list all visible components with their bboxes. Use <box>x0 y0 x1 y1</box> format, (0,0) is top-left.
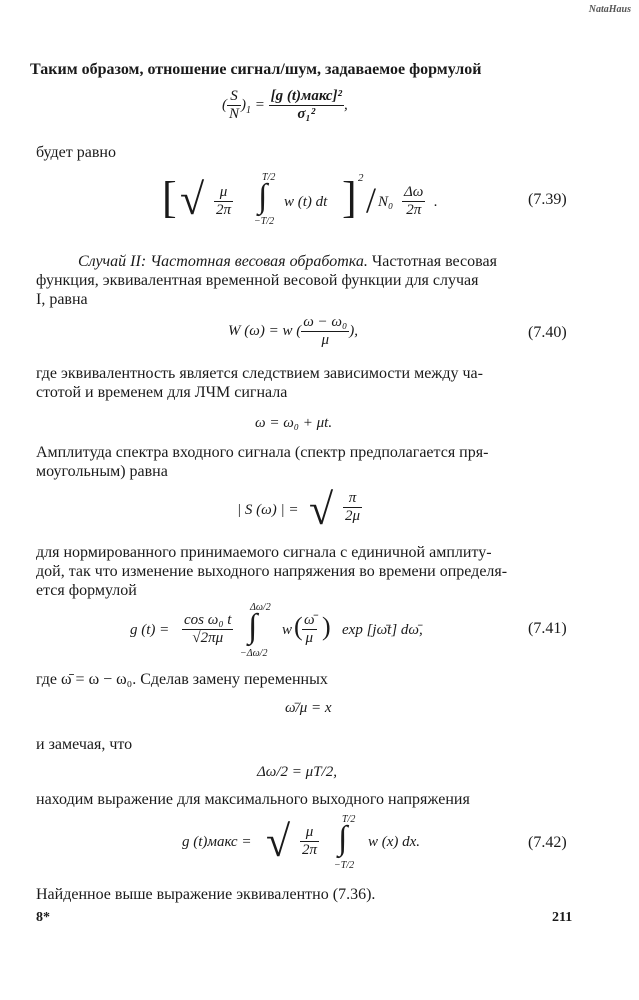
bracket-right: ] <box>342 173 357 222</box>
paragraph-2: будет равно <box>36 144 116 161</box>
paragraph-6-line-3: ется формулой <box>36 582 137 599</box>
paragraph-5-line-2: моугольным) равна <box>36 463 168 480</box>
snr-n: N <box>229 106 240 122</box>
integral-upper: Δω/2 <box>250 602 271 613</box>
eq-number-7-40: (7.40) <box>528 324 567 341</box>
integral-sign: ∫ <box>248 608 258 645</box>
integral-lower: −T/2 <box>334 860 355 871</box>
paragraph-3-line-3: I, равна <box>36 291 88 308</box>
integral-sign: ∫ <box>258 178 268 215</box>
formula-dw: Δω/2 = μT/2, <box>257 764 337 780</box>
paragraph-5-line-1: Амплитуда спектра входного сигнала (спектр предполагается пря- <box>36 444 489 461</box>
paragraph-4-line-1: где эквивалентность является следствием зависимости между ча- <box>36 365 483 382</box>
paragraph-10: Найденное выше выражение эквивалентно (7.36). <box>36 886 376 903</box>
paragraph-9: находим выражение для максимального выходного напряжения <box>36 791 470 808</box>
bracket-left: [ <box>162 173 177 222</box>
snr-denominator: σ₁² <box>297 106 316 122</box>
formula-omega: ω = ω₀ + μt. <box>255 415 333 431</box>
watermark-logo: NataHaus <box>588 4 631 15</box>
sqrt-sign: √ <box>266 817 291 866</box>
formula-7-42: g (t)макс = √ $\frac{\mu}{2\pi}$ T/2 ∫ −T/2 w (x) dx. <box>182 814 421 871</box>
integral-lower: −T/2 <box>254 216 275 227</box>
integral-upper: T/2 <box>262 172 276 183</box>
page-number: 211 <box>552 910 573 925</box>
sqrt-sign: √ <box>309 485 334 534</box>
formula-7-39: [ √ $\frac{\mu}{2\pi}$ T/2 ∫ −T/2 w (t) dt ] 2 / N₀ $\frac{\Delta\omega}{2\pi}$ . <box>162 172 438 227</box>
eq-number-7-42: (7.42) <box>528 834 567 851</box>
snr-s: S <box>227 88 241 106</box>
eq-number-7-39: (7.39) <box>528 191 567 208</box>
paragraph-4-line-2: стотой и временем для ЛЧМ сигнала <box>36 384 288 401</box>
formula-snr: ( $\frac{S}{N}$ )$_1$ = $\frac{\text{[g (t)макс]²}}{\text{σ₁²}}$ , <box>222 88 348 122</box>
frac-dw-2pi: $\frac{\Delta\omega}{2\pi}$ <box>404 184 424 218</box>
paragraph-6-line-2: дой, так что изменение выходного напряжения во времени определя- <box>36 563 508 580</box>
eq-number-7-41: (7.41) <box>528 620 567 637</box>
formula-7-40: W (ω) = w ( $\frac{\text{ω − ω₀}}{\mu}$ ), <box>228 314 358 348</box>
signature-mark: 8* <box>36 910 50 925</box>
snr-tail: , <box>344 96 348 113</box>
paragraph-3-line-2: функция, эквивалентная временной весовой функции для случая <box>36 272 479 289</box>
formula-substitution: ω̄/μ = x <box>285 700 332 716</box>
paragraph-6-line-1: для нормированного принимаемого сигнала с единичной амплиту- <box>36 544 492 561</box>
integral-sign: ∫ <box>338 820 348 857</box>
integral-upper: T/2 <box>342 814 356 825</box>
paragraph-8: и замечая, что <box>36 736 133 753</box>
formula-spectrum: | S (ω) | = √ $\frac{\pi}{2\mu}$ <box>237 485 361 534</box>
formula-7-41: g (t) = $\frac{\text{cos ω₀ t}}{√2\pi\mu}$ Δω/2 ∫ −Δω/2 w ( $\frac{\omegā}{\mu}$ ) exp [jω̄t] dω̄, <box>130 602 423 659</box>
paragraph-1: Таким образом, отношение сигнал/шум, задаваемое формулой <box>30 61 482 78</box>
divisor: N₀ <box>378 194 394 210</box>
slash: / <box>366 180 377 220</box>
snr-numerator: [g (t)макс]² <box>270 88 343 104</box>
integrand: w (t) dt <box>284 194 328 210</box>
snr-sub: 1 <box>246 104 252 116</box>
sqrt-sign: √ <box>180 175 205 224</box>
paragraph-3-line-1: Случай II: Частотная весовая обработка. Частотная весовая <box>78 253 497 270</box>
integral-lower: −Δω/2 <box>240 648 268 659</box>
frac-mu-2pi: $\frac{\mu}{2\pi}$ <box>216 184 232 218</box>
paragraph-7: где ω̄ = ω − ω₀. Сделав замену переменных <box>36 671 328 688</box>
power: 2 <box>358 172 364 184</box>
